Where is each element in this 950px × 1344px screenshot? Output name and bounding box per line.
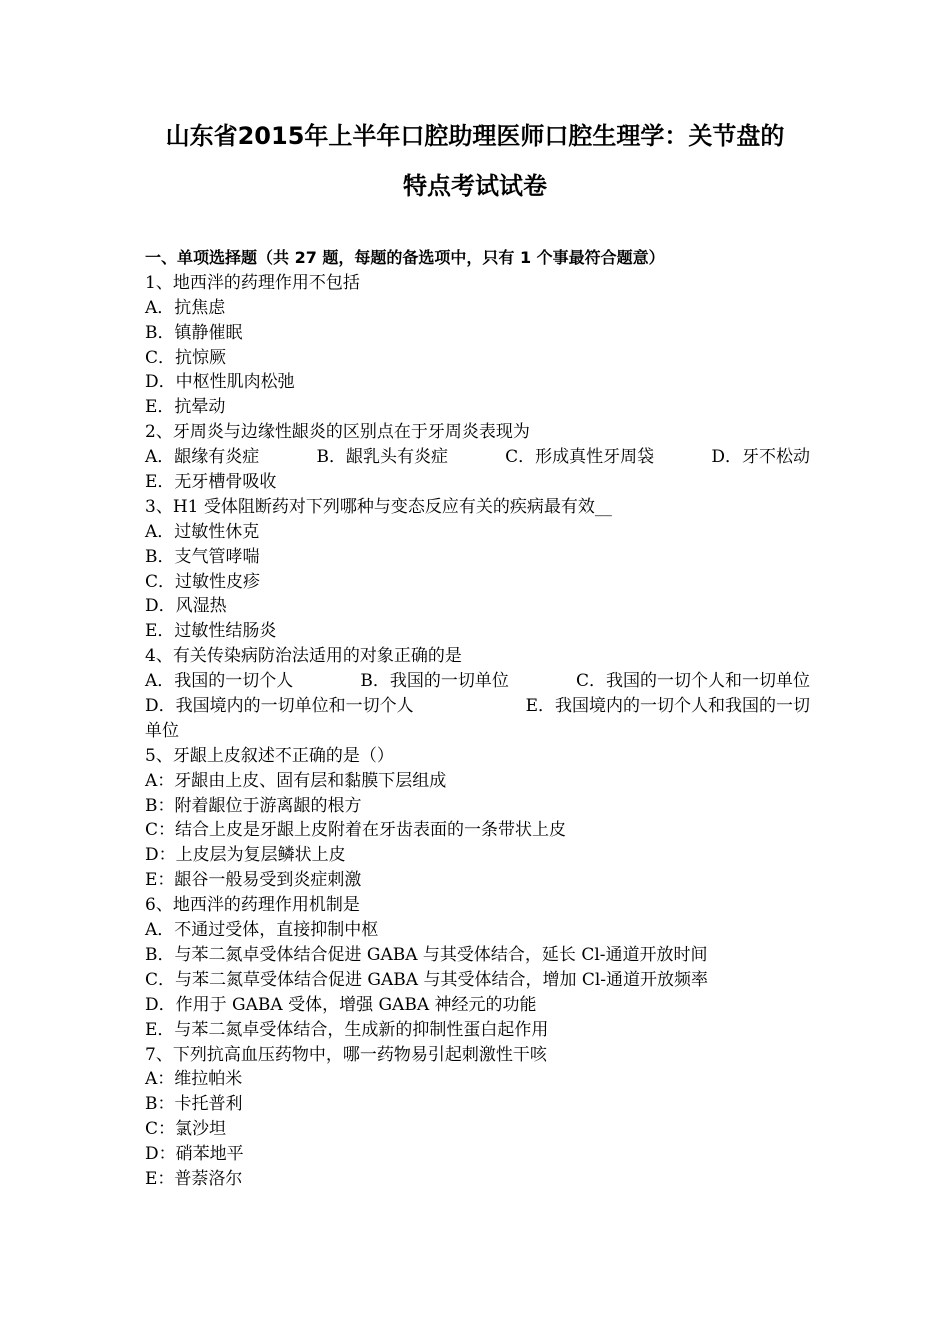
answer-option: D：上皮层为复层鳞状上皮 (145, 845, 346, 866)
answer-option: A：牙龈由上皮、固有层和黏膜下层组成 (145, 770, 447, 791)
answer-option: C．抗惊厥 (145, 347, 227, 368)
answer-option: B．与苯二氮卓受体结合促进 GABA 与其受体结合，延长 Cl-通道开放时间 (145, 944, 708, 965)
answer-option-row (145, 669, 810, 694)
answer-option: E．过敏性结肠炎 (145, 621, 277, 642)
question-stem: 5、牙龈上皮叙述不正确的是（） (145, 745, 394, 766)
answer-option: D：硝苯地平 (145, 1144, 244, 1165)
answer-option: A．过敏性休克 (145, 521, 260, 542)
answer-option: A．龈缘有炎症 (145, 447, 260, 468)
answer-option: A．抗焦虑 (145, 297, 226, 318)
answer-option: E．无牙槽骨吸收 (145, 472, 277, 493)
answer-option: C：氯沙坦 (145, 1119, 227, 1140)
answer-option-continuation: 单位 (145, 720, 179, 741)
answer-option: E．抗晕动 (145, 397, 226, 418)
section-heading: 一、单项选择题（共 27 题，每题的备选项中，只有 1 个事最符合题意） (145, 248, 665, 267)
answer-option: A．不通过受体，直接抑制中枢 (145, 920, 379, 941)
answer-option: D．作用于 GABA 受体，增强 GABA 神经元的功能 (145, 994, 537, 1015)
answer-option: D．牙不松动 (711, 447, 810, 468)
answer-option: B．镇静催眠 (145, 322, 243, 343)
answer-option: B．龈乳头有炎症 (316, 447, 448, 468)
answer-option-row (145, 445, 810, 470)
question-stem: 2、牙周炎与边缘性龈炎的区别点在于牙周炎表现为 (145, 422, 530, 443)
answer-option: D．风湿热 (145, 596, 227, 617)
question-stem: 3、H1 受体阻断药对下列哪种与变态反应有关的疾病最有效__ (145, 496, 612, 517)
question-stem: 4、有关传染病防治法适用的对象正确的是 (145, 646, 462, 667)
answer-option: D．中枢性肌肉松弛 (145, 372, 295, 393)
answer-option: C：结合上皮是牙龈上皮附着在牙齿表面的一条带状上皮 (145, 820, 567, 841)
question-stem: 1、地西泮的药理作用不包括 (145, 272, 360, 293)
document-title-line-1: 山东省2015年上半年口腔助理医师口腔生理学：关节盘的 (165, 122, 785, 150)
answer-option: B：卡托普利 (145, 1094, 243, 1115)
answer-option: E：龈谷一般易受到炎症刺激 (145, 870, 362, 891)
answer-option: B．我国的一切单位 (360, 671, 509, 692)
answer-option: A：维拉帕米 (145, 1069, 243, 1090)
answer-option: B：附着龈位于游离龈的根方 (145, 795, 362, 816)
question-stem: 6、地西泮的药理作用机制是 (145, 895, 360, 916)
answer-option: A．我国的一切个人 (145, 671, 294, 692)
answer-option: E：普萘洛尔 (145, 1168, 243, 1189)
question-stem: 7、下列抗高血压药物中，哪一药物易引起刺激性干咳 (145, 1044, 547, 1065)
answer-option: C．形成真性牙周袋 (505, 447, 655, 468)
document-body (145, 246, 810, 1192)
answer-option: C．我国的一切个人和一切单位 (575, 671, 810, 692)
document-title-line-2: 特点考试试卷 (403, 172, 547, 200)
answer-option: D．我国境内的一切单位和一切个人 (145, 696, 414, 717)
answer-option-row (145, 694, 810, 719)
answer-option: B．支气管哮喘 (145, 546, 260, 567)
answer-option: C．与苯二氮草受体结合促进 GABA 与其受体结合，增加 Cl-通道开放频率 (145, 969, 709, 990)
answer-option: E．与苯二氮卓受体结合，生成新的抑制性蛋白起作用 (145, 1019, 549, 1040)
answer-option: E．我国境内的一切个人和我国的一切 (525, 696, 810, 717)
answer-option: C．过敏性皮疹 (145, 571, 261, 592)
